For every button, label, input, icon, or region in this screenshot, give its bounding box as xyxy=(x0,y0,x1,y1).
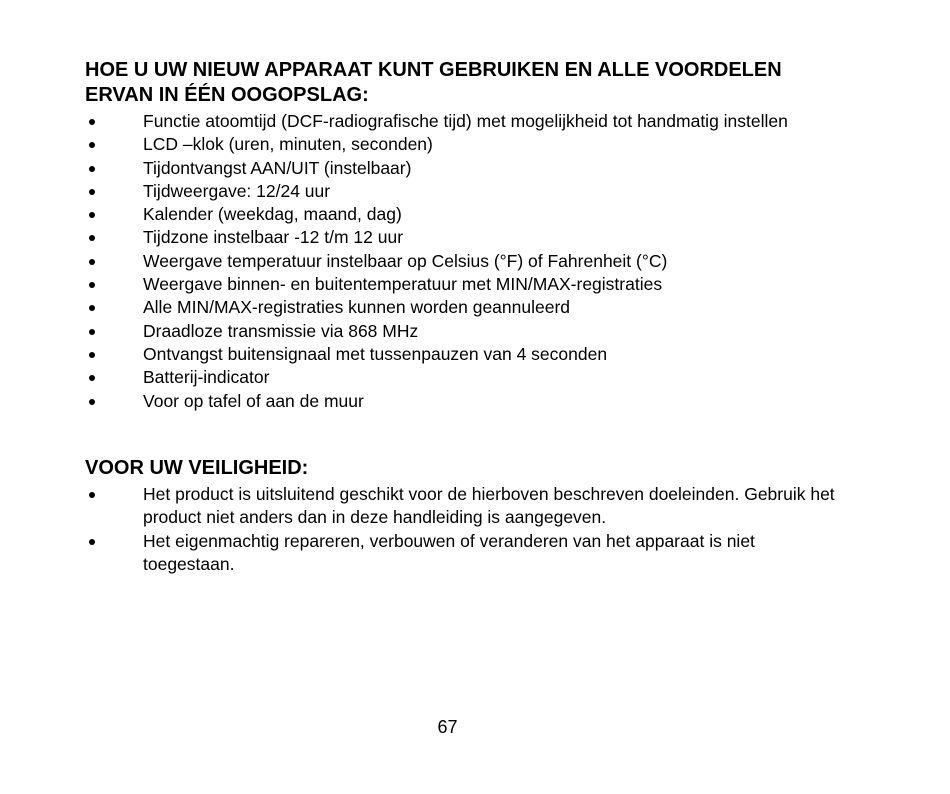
list-item xyxy=(85,226,845,249)
list-item-text: Draadloze transmissie via 868 MHz xyxy=(143,320,419,341)
list-item xyxy=(85,343,845,366)
list-item xyxy=(85,180,845,203)
list-item-text: LCD –klok (uren, minuten, seconden) xyxy=(143,134,433,155)
list-item xyxy=(85,250,845,273)
safety-heading: VOOR UW VEILIGHEID: xyxy=(85,457,309,479)
bullet-icon xyxy=(89,539,95,545)
list-item xyxy=(85,203,845,226)
bullet-icon xyxy=(89,399,95,405)
list-item-text: Batterij-indicator xyxy=(143,367,270,388)
list-item xyxy=(85,157,845,180)
bullet-icon xyxy=(89,492,95,498)
bullet-icon xyxy=(89,235,95,241)
list-item xyxy=(85,390,845,413)
list-item xyxy=(85,296,845,319)
bullet-icon xyxy=(89,189,95,195)
list-item-text: Kalender (weekdag, maand, dag) xyxy=(143,204,402,225)
page-number: 67 xyxy=(437,717,458,737)
list-item-text: Ontvangst buitensignaal met tussenpauzen van 4 seconden xyxy=(143,343,608,364)
bullet-icon xyxy=(89,119,95,125)
list-item-text: Functie atoomtijd (DCF-radiografische tijd) met mogelijkheid tot handmatig instellen xyxy=(143,111,788,131)
list-item-text: Voor op tafel of aan de muur xyxy=(143,390,364,411)
list-item xyxy=(85,483,845,530)
list-item-text: Weergave binnen- en buitentemperatuur met MIN/MAX-registraties xyxy=(143,274,663,295)
bullet-icon xyxy=(89,352,95,358)
bullet-icon xyxy=(89,282,95,288)
bullet-icon xyxy=(89,212,95,218)
list-item xyxy=(85,530,845,577)
list-item-text: Tijdontvangst AAN/UIT (instelbaar) xyxy=(143,157,412,178)
list-item-text: Alle MIN/MAX-registraties kunnen worden geannuleerd xyxy=(143,297,571,318)
safety-list xyxy=(85,483,845,576)
features-list xyxy=(85,110,845,413)
bullet-icon xyxy=(89,305,95,311)
bullet-icon xyxy=(89,166,95,172)
list-item-text: Tijdweergave: 12/24 uur xyxy=(143,180,331,201)
list-item-text: Het eigenmachtig repareren, verbouwen of veranderen van het apparaat is niet toegestaan. xyxy=(143,530,755,574)
features-heading: HOE U UW NIEUW APPARAAT KUNT GEBRUIKEN EN ALLE VOORDELEN ERVAN IN ÉÉN OOGOPSLAG: xyxy=(85,59,782,106)
list-item xyxy=(85,320,845,343)
list-item-text: Weergave temperatuur instelbaar op Celsius (°F) of Fahrenheit (°C) xyxy=(143,250,668,271)
list-item-text: Tijdzone instelbaar -12 t/m 12 uur xyxy=(143,227,404,248)
list-item-text: Het product is uitsluitend geschikt voor de hierboven beschreven doeleinden. Gebruik het product niet anders dan in deze handleiding is aangegeven. xyxy=(143,484,835,528)
bullet-icon xyxy=(89,329,95,335)
bullet-icon xyxy=(89,142,95,148)
list-item xyxy=(85,110,845,133)
list-item xyxy=(85,366,845,389)
bullet-icon xyxy=(89,375,95,381)
list-item xyxy=(85,133,845,156)
bullet-icon xyxy=(89,259,95,265)
list-item xyxy=(85,273,845,296)
